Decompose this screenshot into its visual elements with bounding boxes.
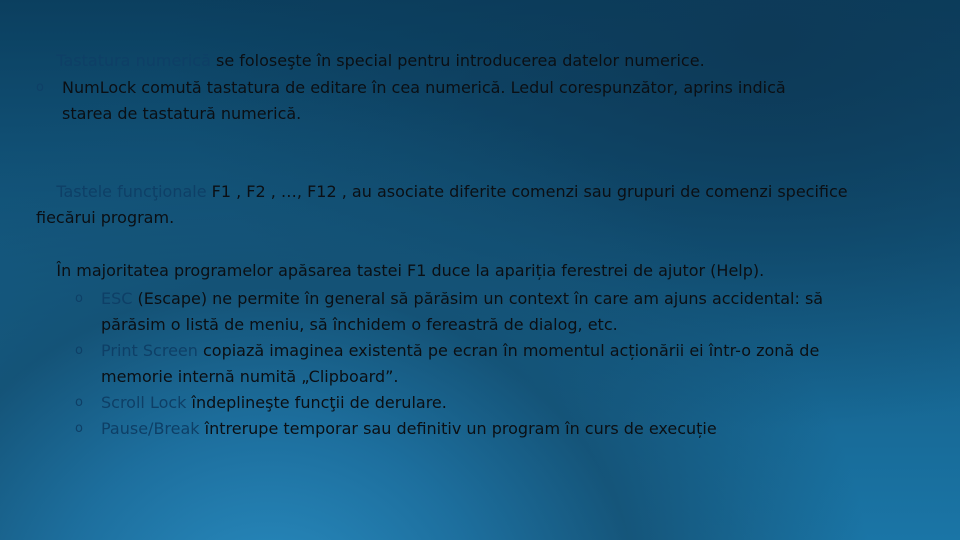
- numlock-bullet-item: [36, 75, 926, 127]
- list-item-esc: [75, 286, 925, 338]
- bullet-marker: o: [36, 80, 44, 95]
- numeric-keypad-text: se foloseşte în special pentru introducerea datelor numerice.: [210, 51, 705, 70]
- function-keys-term: Tastele funcţionale: [56, 182, 207, 201]
- scroll-lock-text: îndeplineşte funcţii de derulare.: [186, 393, 447, 412]
- bullet-marker: o: [75, 291, 83, 306]
- bullet-marker: o: [75, 421, 83, 436]
- print-screen-text: copiază imaginea existentă pe ecran în momentul acționării ei într-o zonă de memorie internă numită „Clipboard”.: [101, 341, 820, 386]
- help-key-text: În majoritatea programelor apăsarea tastei F1 duce la apariția ferestrei de ajutor (Help).: [56, 261, 765, 280]
- pause-break-term: Pause/Break: [101, 419, 200, 438]
- numeric-keypad-term: Tastatura numerică: [56, 51, 211, 70]
- pause-break-text: întrerupe temporar sau definitiv un program în curs de execuție: [199, 419, 717, 438]
- bullet-marker: o: [75, 395, 83, 410]
- esc-term: ESC: [101, 289, 133, 308]
- list-item-scroll-lock: [75, 390, 925, 416]
- bullet-marker: o: [75, 343, 83, 358]
- esc-text: (Escape) ne permite în general să părăsim un context în care am ajuns accidental: să părăsim o listă de meniu, să închidem o fereastră de dialog, etc.: [101, 289, 824, 334]
- list-item-pause-break: [75, 416, 925, 442]
- list-item-print-screen: [75, 338, 925, 390]
- numlock-text: NumLock comută tastatura de editare în cea numerică. Ledul corespunzător, aprins indică starea de tastatură numerică.: [62, 78, 786, 123]
- special-keys-list: [75, 286, 925, 442]
- scroll-lock-term: Scroll Lock: [101, 393, 187, 412]
- function-keys-text: F1 , F2 , …, F12 , au asociate diferite comenzi sau grupuri de comenzi specifice fiecărui program.: [36, 182, 848, 227]
- print-screen-term: Print Screen: [101, 341, 198, 360]
